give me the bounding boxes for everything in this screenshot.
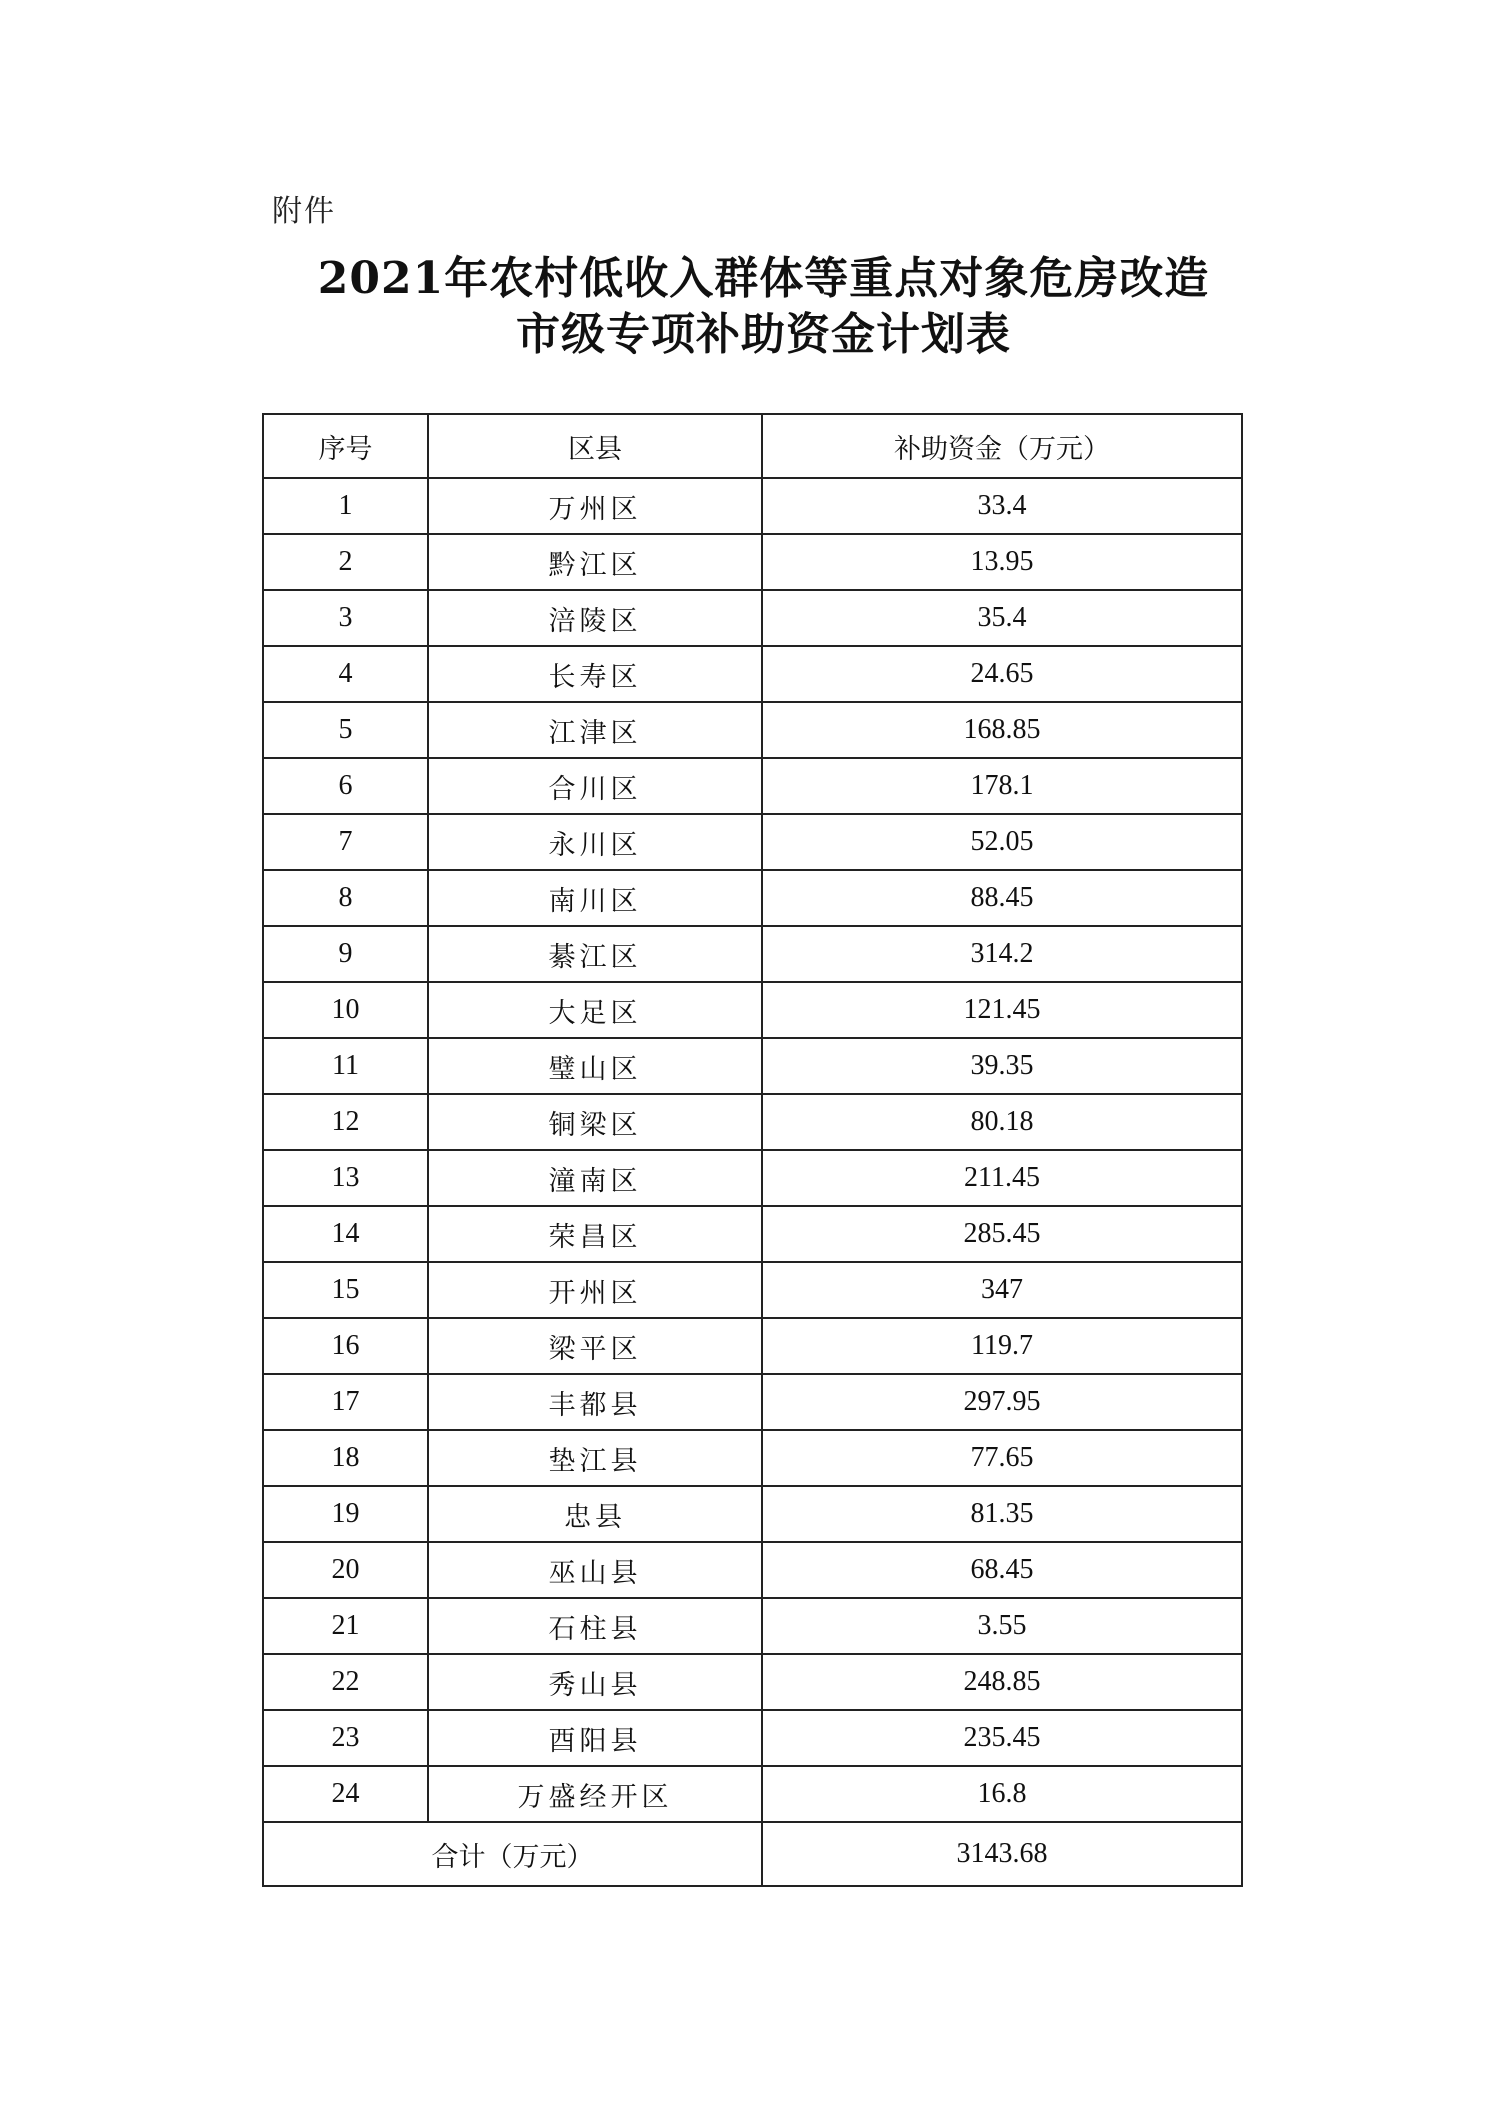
row-county: 江津区 (428, 702, 762, 758)
table-body (263, 478, 1242, 1822)
row-county: 巫山县 (428, 1542, 762, 1598)
document-title-line-2: 市级专项补助资金计划表 (516, 309, 1011, 360)
row-amount: 3.55 (762, 1598, 1242, 1654)
table-row (263, 1486, 1242, 1542)
row-amount: 80.18 (762, 1094, 1242, 1150)
row-index: 14 (263, 1206, 428, 1262)
row-index: 13 (263, 1150, 428, 1206)
row-county: 垫江县 (428, 1430, 762, 1486)
row-county: 万盛经开区 (428, 1766, 762, 1822)
table-row (263, 1318, 1242, 1374)
row-amount: 178.1 (762, 758, 1242, 814)
row-county: 大足区 (428, 982, 762, 1038)
table-row (263, 1766, 1242, 1822)
table-row (263, 758, 1242, 814)
total-label: 合计（万元） (263, 1822, 762, 1886)
row-county: 铜梁区 (428, 1094, 762, 1150)
table-row (263, 1038, 1242, 1094)
row-county: 万州区 (428, 478, 762, 534)
row-index: 16 (263, 1318, 428, 1374)
row-index: 1 (263, 478, 428, 534)
table-row (263, 814, 1242, 870)
table-row (263, 1262, 1242, 1318)
row-amount: 297.95 (762, 1374, 1242, 1430)
row-index: 11 (263, 1038, 428, 1094)
row-county: 南川区 (428, 870, 762, 926)
row-amount: 211.45 (762, 1150, 1242, 1206)
row-index: 5 (263, 702, 428, 758)
total-row (263, 1822, 1242, 1886)
row-amount: 168.85 (762, 702, 1242, 758)
table-row (263, 870, 1242, 926)
row-county: 长寿区 (428, 646, 762, 702)
row-amount: 88.45 (762, 870, 1242, 926)
row-county: 忠县 (428, 1486, 762, 1542)
table-header-row (263, 414, 1242, 478)
row-county: 綦江区 (428, 926, 762, 982)
table-row (263, 1374, 1242, 1430)
row-amount: 285.45 (762, 1206, 1242, 1262)
table-row (263, 1654, 1242, 1710)
table-row (263, 1094, 1242, 1150)
row-index: 17 (263, 1374, 428, 1430)
table-row (263, 1598, 1242, 1654)
row-amount: 39.35 (762, 1038, 1242, 1094)
row-amount: 13.95 (762, 534, 1242, 590)
row-county: 石柱县 (428, 1598, 762, 1654)
row-index: 18 (263, 1430, 428, 1486)
row-amount: 235.45 (762, 1710, 1242, 1766)
table-row (263, 646, 1242, 702)
row-index: 7 (263, 814, 428, 870)
row-county: 合川区 (428, 758, 762, 814)
row-index: 6 (263, 758, 428, 814)
row-county: 荣昌区 (428, 1206, 762, 1262)
row-amount: 119.7 (762, 1318, 1242, 1374)
subsidy-plan-table (262, 413, 1243, 1887)
table-row (263, 1542, 1242, 1598)
document-title-line-1: 2021年农村低收入群体等重点对象危房改造 (317, 253, 1210, 304)
table-row (263, 926, 1242, 982)
row-county: 秀山县 (428, 1654, 762, 1710)
table-row (263, 1710, 1242, 1766)
row-amount: 16.8 (762, 1766, 1242, 1822)
header-county: 区县 (428, 414, 762, 478)
row-amount: 121.45 (762, 982, 1242, 1038)
table-row (263, 982, 1242, 1038)
row-index: 21 (263, 1598, 428, 1654)
row-county: 梁平区 (428, 1318, 762, 1374)
row-index: 12 (263, 1094, 428, 1150)
row-index: 19 (263, 1486, 428, 1542)
row-amount: 68.45 (762, 1542, 1242, 1598)
row-index: 22 (263, 1654, 428, 1710)
row-index: 4 (263, 646, 428, 702)
row-index: 20 (263, 1542, 428, 1598)
row-amount: 347 (762, 1262, 1242, 1318)
row-index: 9 (263, 926, 428, 982)
row-county: 黔江区 (428, 534, 762, 590)
row-county: 永川区 (428, 814, 762, 870)
row-county: 涪陵区 (428, 590, 762, 646)
row-amount: 35.4 (762, 590, 1242, 646)
attachment-label: 附件 (272, 194, 336, 229)
table-row (263, 478, 1242, 534)
row-county: 璧山区 (428, 1038, 762, 1094)
row-index: 10 (263, 982, 428, 1038)
row-index: 3 (263, 590, 428, 646)
table-row (263, 1206, 1242, 1262)
row-amount: 24.65 (762, 646, 1242, 702)
header-index: 序号 (263, 414, 428, 478)
total-amount: 3143.68 (762, 1822, 1242, 1886)
row-county: 酉阳县 (428, 1710, 762, 1766)
row-index: 24 (263, 1766, 428, 1822)
row-amount: 248.85 (762, 1654, 1242, 1710)
row-county: 开州区 (428, 1262, 762, 1318)
table-row (263, 534, 1242, 590)
table-row (263, 702, 1242, 758)
row-index: 23 (263, 1710, 428, 1766)
row-amount: 81.35 (762, 1486, 1242, 1542)
row-county: 潼南区 (428, 1150, 762, 1206)
row-amount: 52.05 (762, 814, 1242, 870)
row-index: 2 (263, 534, 428, 590)
row-amount: 33.4 (762, 478, 1242, 534)
row-county: 丰都县 (428, 1374, 762, 1430)
table-row (263, 1150, 1242, 1206)
row-index: 15 (263, 1262, 428, 1318)
header-amount: 补助资金（万元） (762, 414, 1242, 478)
row-amount: 314.2 (762, 926, 1242, 982)
row-amount: 77.65 (762, 1430, 1242, 1486)
table-row (263, 1430, 1242, 1486)
table-row (263, 590, 1242, 646)
row-index: 8 (263, 870, 428, 926)
